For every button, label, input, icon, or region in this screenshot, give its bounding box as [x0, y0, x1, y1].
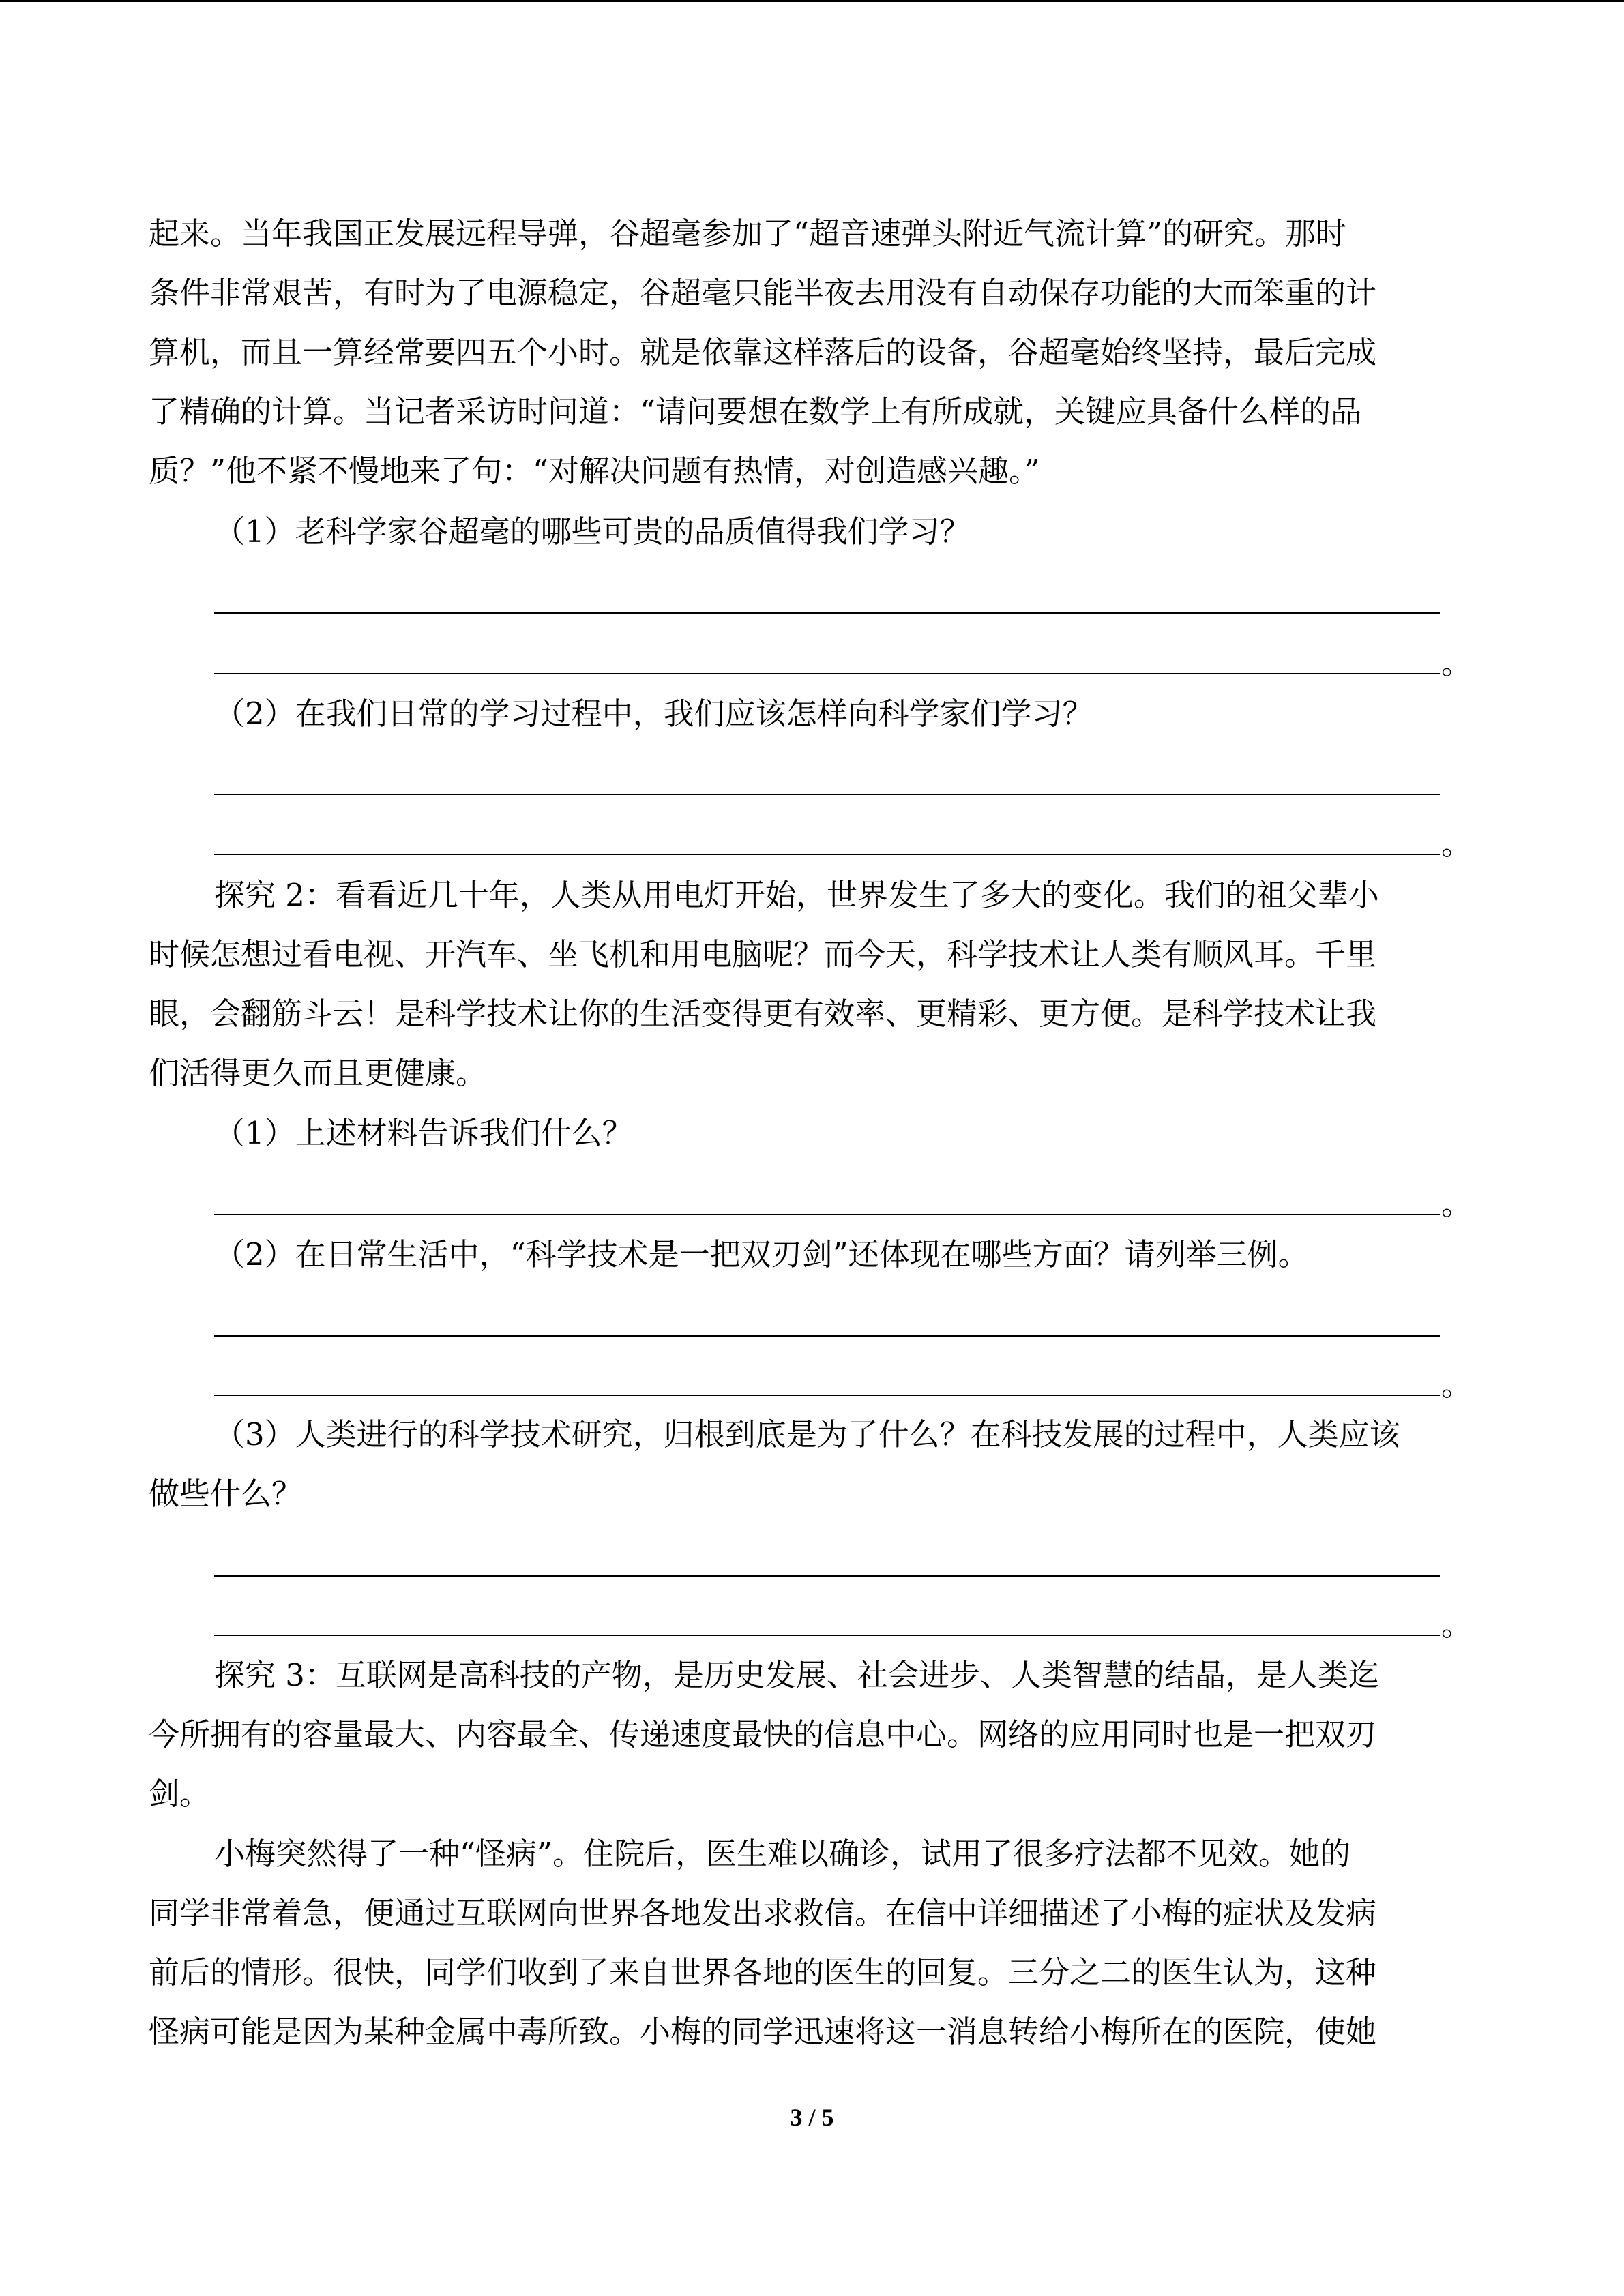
question-2-3: （3）人类进行的科学技术研究，归根到底是为了什么？在科技发展的过程中，人类应该	[214, 1416, 1400, 1452]
paragraph-line: 剑。	[149, 1776, 211, 1812]
answer-line[interactable]	[214, 673, 1440, 674]
paragraph-line: 同学非常着急，便通过互联网向世界各地发出求救信。在信中详细描述了小梅的症状及发病	[149, 1895, 1377, 1931]
page-number: 3 / 5	[790, 2104, 834, 2131]
question-1-2: （2）在我们日常的学习过程中，我们应该怎样向科学家们学习？	[214, 696, 1093, 732]
paragraph-line: 探究 2：看看近几十年，人类从用电灯开始，世界发生了多大的变化。我们的祖父辈小	[214, 877, 1379, 913]
paragraph-line: 探究 3：互联网是高科技的产物，是历史发展、社会进步、人类智慧的结晶，是人类迄	[214, 1657, 1379, 1693]
answer-line[interactable]	[214, 1395, 1440, 1396]
paragraph-line: 起来。当年我国正发展远程导弹，谷超毫参加了“超音速弹头附近气流计算”的研究。那时	[149, 215, 1347, 252]
answer-line[interactable]	[214, 1335, 1440, 1337]
answer-period: 。	[1441, 1607, 1473, 1643]
paragraph-line: 怪病可能是因为某种金属中毒所致。小梅的同学迅速将这一消息转给小梅所在的医院，使她	[149, 2014, 1377, 2050]
paragraph-line: 们活得更久而且更健康。	[149, 1055, 487, 1091]
answer-line[interactable]	[214, 794, 1440, 795]
paragraph-line: 眼，会翻筋斗云！是科学技术让你的生活变得更有效率、更精彩、更方便。是科学技术让我	[149, 996, 1377, 1032]
question-2-2: （2）在日常生活中，“科学技术是一把双刃剑”还体现在哪些方面？请列举三例。	[214, 1236, 1309, 1272]
paragraph-line: 质？”他不紧不慢地来了句：“对解决问题有热情，对创造感兴趣。”	[149, 453, 1040, 489]
question-2-1: （1）上述材料告诉我们什么？	[214, 1115, 633, 1151]
question-2-3-continued: 做些什么？	[149, 1476, 303, 1512]
paragraph-line: 今所拥有的容量最大、内容最全、传递速度最快的信息中心。网络的应用同时也是一把双刃	[149, 1716, 1377, 1753]
answer-line[interactable]	[214, 612, 1440, 614]
answer-period: 。	[1441, 1186, 1473, 1222]
answer-period: 。	[1441, 1367, 1473, 1403]
answer-line[interactable]	[214, 854, 1440, 855]
answer-line[interactable]	[214, 1635, 1440, 1636]
question-1-1: （1）老科学家谷超毫的哪些可贵的品质值得我们学习？	[214, 513, 971, 550]
answer-line[interactable]	[214, 1575, 1440, 1577]
paragraph-line: 前后的情形。很快，同学们收到了来自世界各地的医生的回复。三分之二的医生认为，这种	[149, 1954, 1377, 1991]
paragraph-line: 算机，而且一算经常要四五个小时。就是依靠这样落后的设备，谷超毫始终坚持，最后完成	[149, 334, 1377, 370]
paragraph-line: 小梅突然得了一种“怪病”。住院后，医生难以确诊，试用了很多疗法都不见效。她的	[214, 1836, 1351, 1872]
answer-period: 。	[1441, 645, 1473, 681]
answer-period: 。	[1441, 826, 1473, 862]
answer-line[interactable]	[214, 1214, 1440, 1215]
paragraph-line: 条件非常艰苦，有时为了电源稳定，谷超毫只能半夜去用没有自动保存功能的大而笨重的计	[149, 275, 1377, 311]
paragraph-line: 了精确的计算。当记者采访时问道：“请问要想在数学上有所成就，关键应具备什么样的品	[149, 393, 1362, 430]
paragraph-line: 时候怎想过看电视、开汽车、坐飞机和用电脑呢？而今天，科学技术让人类有顺风耳。千里	[149, 936, 1377, 972]
page-top-border	[0, 0, 1624, 2]
